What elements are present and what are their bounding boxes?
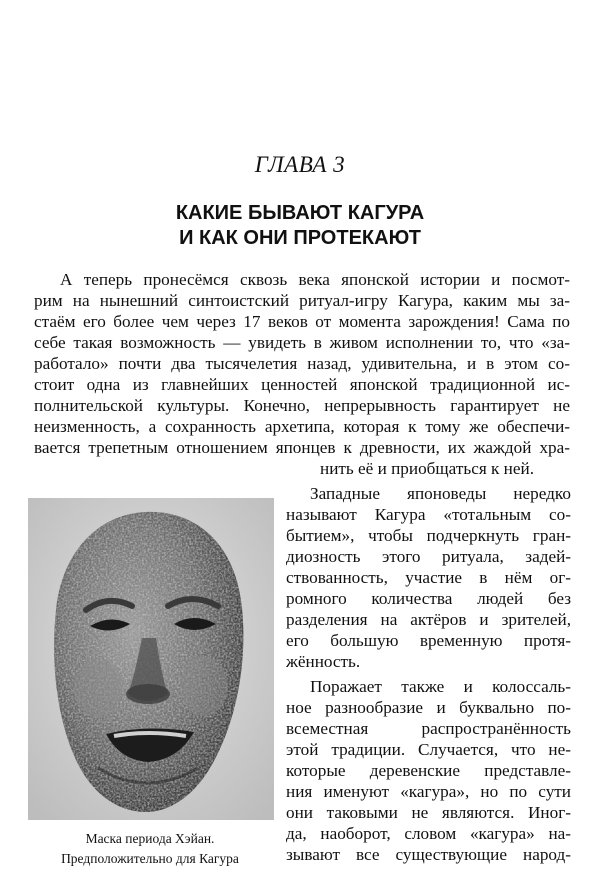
paragraph-line: неизменность, а сохранность архетипа, которая к тому же обеспечи- xyxy=(34,417,570,436)
paragraph-line: стаём его более чем через 17 веков от момента зарождения! Сама по xyxy=(34,312,570,331)
paragraph-line: нить её и приобщаться к ней. xyxy=(320,459,534,478)
paragraph-line: стоит одна из главнейших ценностей японской традиционной ис- xyxy=(34,375,570,394)
paragraph-line: диозность этого ритуала, задей- xyxy=(286,547,571,566)
chapter-number: ГЛАВА 3 xyxy=(254,152,346,177)
paragraph-line: жённость. xyxy=(286,652,361,671)
paragraph-line: зывают все существующие народ- xyxy=(286,845,571,864)
figure-caption-line-1: Маска периода Хэйан. xyxy=(85,831,215,846)
paragraph-line: этой традиции. Случается, что не- xyxy=(286,740,571,759)
paragraph-line: ное разнообразие и буквально по- xyxy=(286,698,571,717)
chapter-title xyxy=(0,201,600,251)
paragraph-line: вается трепетным отношением японцев к древности, их жаждой хра- xyxy=(34,438,570,457)
paragraph-line: ния именуют «кагура», но по сути xyxy=(286,782,571,801)
paragraph-line: которые деревенские представле- xyxy=(286,761,571,780)
paragraph-line: себе такая возможность — увидеть в живом исполнении то, что «за- xyxy=(34,333,570,352)
paragraph-line: рим на нынешний синтоистский ритуал-игру Кагура, каким мы за- xyxy=(34,291,570,310)
paragraph-line: да, наоборот, словом «кагура» на- xyxy=(286,824,571,843)
paragraph-line: А теперь пронесёмся сквозь века японской истории и посмот- xyxy=(60,270,570,289)
paragraph-line: работало» почти два тысячелетия назад, удивительна, и в этом со- xyxy=(34,354,570,373)
figure-caption-line-2: Предположительно для Кагура xyxy=(61,851,239,866)
paragraph-line: бытием», чтобы подчеркнуть гран- xyxy=(286,526,571,545)
paragraph-line: полнительской культуры. Конечно, непрерывность гарантирует не xyxy=(34,396,570,415)
paragraph-line: разделения на актёров и зрителей, xyxy=(286,610,571,629)
paragraph-line: Западные японоведы нередко xyxy=(310,484,571,503)
paragraph-line: Поражает также и колоссаль- xyxy=(310,677,571,696)
paragraph-line: ствованность, участие в нём ог- xyxy=(286,568,571,587)
mask-photo xyxy=(28,498,274,820)
paragraph-line: они таковыми не являются. Иног- xyxy=(286,803,571,822)
paragraph-line: всеместная распространённость xyxy=(286,719,571,738)
chapter-title-line-1: КАКИЕ БЫВАЮТ КАГУРА xyxy=(175,202,425,224)
paragraph-line: называют Кагура «тотальным со- xyxy=(286,505,571,524)
paragraph-line: его большую временную протя- xyxy=(286,631,571,650)
chapter-title-line-2: И КАК ОНИ ПРОТЕКАЮТ xyxy=(179,227,421,249)
paragraph-line: ромного количества людей без xyxy=(286,589,571,608)
